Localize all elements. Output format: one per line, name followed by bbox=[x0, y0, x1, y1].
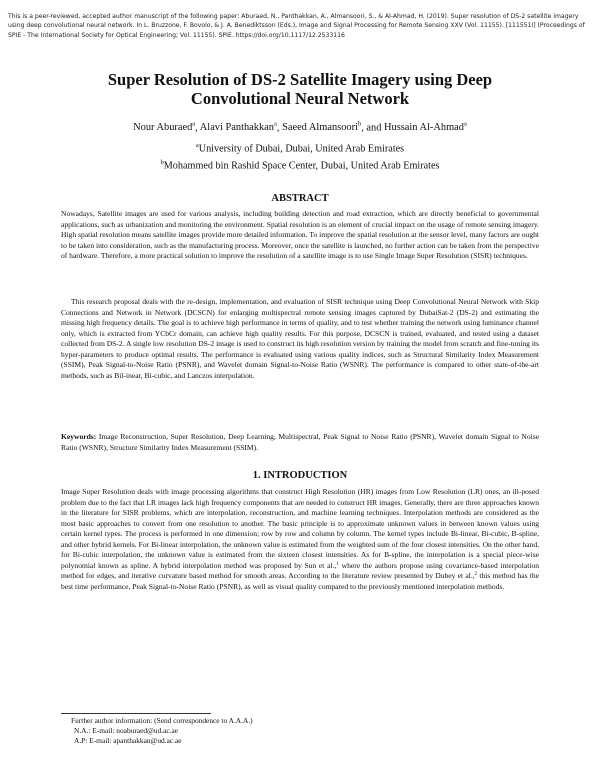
introduction-paragraph: Image Super Resolution deals with image processing algorithms that construct High Resolution (HR) images from Low Resolution (LR) ones, an ill-posed problem due to the fact that LR images lack high frequency components that are needed to construct HR images. Generally, there are three approaches known in the literature for SISR problems, which are interpolation, reconstruction, and machine learning techniques. Interpolation methods are considered as the most basic approaches to convert from one resolution to another. The basic principle is to approximate unknown values in between known values using certain kernel types. The process is performed in one dimension; row by row and column by column. The kernel types include Bi-linear, Bi-cubic, B-spline, and other hybrid kernels. For Bi-linear interpolation, the unknown value is estimated from the weighted sum of the four closest intensities. On the other hand, for Bi-cubic interpolation, the unknown value is estimated from the sixteen closest intensities. As for B-spline, the interpolation is a special piece-wise polynomial known as spline. A hybrid interpolation method was proposed by Sun et al.,$^1$ where the authors propose using covariance-based interpolation method for edges, and iterative curvature based method for smooth areas. According to the literature review presented by Dubey et al.,$^2$ this method has the best time performance, Peak Signal-to-Noise Ratio (PSNR), as well as visual quality compared to the previously mentioned interpolation methods. bbox=[61, 487, 539, 591]
footnote-line: N.A.: E-mail: noaburaed@ud.ac.ae bbox=[74, 726, 179, 735]
abstract-paragraph: This research proposal deals with the re-design, implementation, and evaluation of SISR technique using Deep Convolutional Neural Network with Skip Connections and Network in Network (DCSCN) for enlarging multispectral remote sensing images captured by DubaiSat-2 (DS-2) and estimating the missing high frequency details. The goal is to achieve high performance in terms of quality, and to test whether training the network using luminance channel only, which is extracted from YCbCr domain, can achieve high quality results. For this purpose, DCSCN is trained, evaluated, and tested using a dataset collected from DS-2. A single low resolution DS-2 image is used to construct its high resolution version by training the model from scratch and fine-tuning its hyper-parameters to produce optimal results. The performance is evaluated using various quality indices, such as Structural Similarity Index Measurement (SSIM), Peak Signal-to-Noise Ratio (PSNR), and Wavelet domain Signal-to-Noise Ratio (WSNR). The performance is compared to other state-of-the-art methods, such as Bil-inear, Bi-cubic, and Lanczos interpolation. bbox=[61, 297, 539, 380]
abstract-paragraph: Nowadays, Satellite images are used for various analysis, including building detection and road extraction, which are directly beneficial to governmental applications, such as urbanization and monitoring the environment. Spatial resolution is an element of crucial impact on the usage of remote sensing imagery. High spatial resolution means satellite images provide more detailed information. To improve the spatial resolution at the sensor level, many factors are ought to be taken into consideration, such as the manufacturing process. Moreover, once the satellite is launched, no further action can be taken from the perspective of hardware. Therefore, a more practical solution to improve the resolution of a satellite image is to use Single Image Super Resolution (SISR) techniques. bbox=[61, 209, 539, 261]
author: Nour Aburaed$^a$ bbox=[133, 121, 196, 134]
abstract-heading: ABSTRACT bbox=[271, 193, 329, 204]
paper-title: Super Resolution of DS-2 Satellite Imagery using Deep Convolutional Neural Network bbox=[107, 70, 493, 108]
keywords bbox=[61, 432, 539, 453]
affiliation: $^a$University of Dubai, Dubai, United Arab Emirates bbox=[195, 142, 405, 155]
footnote-line: A.P: E-mail: apanthakkan@ud.ac.ae bbox=[74, 736, 182, 745]
footnote-rule bbox=[61, 713, 211, 714]
citation-link[interactable]: 1 bbox=[336, 560, 339, 567]
citation-notice: This is a peer-reviewed, accepted author manuscript of the following paper: Aburaed, N., Panthakkan, A., Almansoori, S., & Al-Ahmad, H. (2019). Super resolution of DS-2 satellite imagery using deep convolutional neural network. In L. Bruzzone, F. Bovolo, & J. A. Benediktsson (Eds.), Image and Signal Processing for Remote Sensing XXV (Vol. 11155). [111551I] (Proceedings of SPIE - The International Society for Optical Engineering; Vol. 11155). SPIE. https://doi.org/10.1117/12.2533116 bbox=[8, 13, 585, 39]
introduction-heading: 1. INTRODUCTION bbox=[252, 470, 348, 481]
author: Saeed Almansoori$^b$ bbox=[282, 121, 362, 134]
citation-link[interactable]: 2 bbox=[474, 571, 478, 578]
keywords-label: Keywords: bbox=[61, 432, 97, 441]
author-list: Nour Aburaed$^a$, Alavi Panthakkan$^a$, Saeed Almansoori$^b$, and Hussain Al-Ahmad$^a$ bbox=[133, 121, 467, 134]
author: Alavi Panthakkan$^a$ bbox=[199, 121, 277, 134]
keywords-text: Image Reconstruction, Super Resolution, Deep Learning, Multispectral, Peak Signal to Noise Ratio (PSNR), Wavelet domain Signal to Noise Ratio (WSNR), Structure Similarity Index Measurement (SSIM). bbox=[61, 432, 540, 452]
affiliations bbox=[40, 139, 560, 172]
affiliation: $^b$Mohammed bin Rashid Space Center, Dubai, United Arab Emirates bbox=[160, 158, 440, 171]
footnote-line: Further author information: (Send correspondence to A.A.A.) bbox=[71, 716, 253, 725]
footnote bbox=[71, 716, 371, 746]
author: Hussain Al-Ahmad$^a$ bbox=[384, 121, 467, 134]
